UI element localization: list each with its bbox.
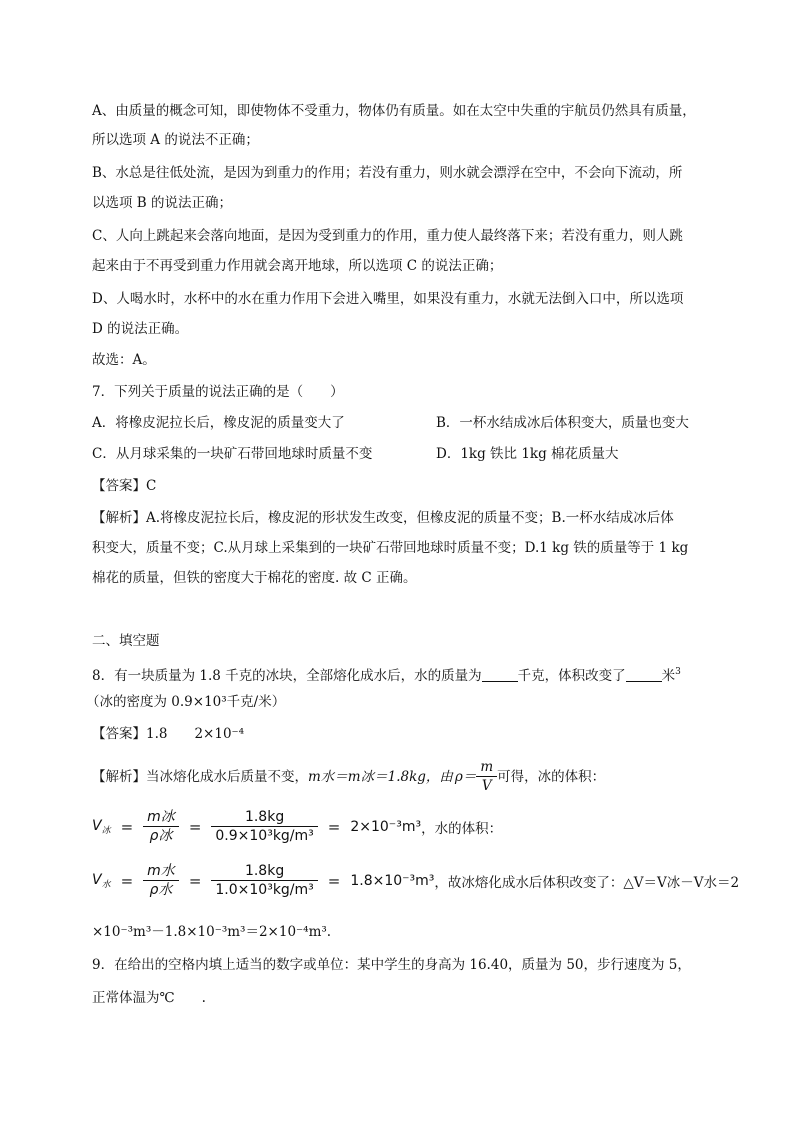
q7-analysis-1: [92, 508, 674, 528]
eq2-tail: ，故冰熔化成水后体积改变了：△V＝V冰－V水＝2: [434, 874, 740, 891]
q8-blank-2[interactable]: [626, 667, 662, 682]
q8-stem-a: 8．有一块质量为 1.8 千克的冰块，全部熔化成水后，水的质量为: [92, 668, 482, 684]
analysis-line-c2: 起来由于不再受到重力作用就会离开地球，所以选项 C 的说法正确；: [92, 258, 503, 274]
equation-ice-volume: $V_冰$ = $\frac{\text{m冰}}{\text{ρ冰}}$ = $\frac{1.8kg}{\text{0.9×10³kg/m³}}$ = 2×10⁻³m³ ，水的体积：: [92, 809, 503, 844]
q8-analysis-a: 当冰熔化成水后质量不变，: [146, 768, 308, 785]
q7-option-a: A．将橡皮泥拉长后，橡皮泥的质量变大了: [92, 415, 345, 431]
q8-analysis-line: [92, 758, 605, 795]
analysis-line-b2: 以选项 B 的说法正确；: [92, 195, 233, 211]
q8-answer-value: 1.8 2×10⁻⁴: [146, 726, 245, 742]
q9-line-2: 正常体温为℃ .: [92, 990, 206, 1006]
eq2-fraction-symbolic: $\frac{\text{m水}}{\text{ρ水}}$: [143, 862, 179, 899]
eq2-fraction-values: $\frac{1.8kg}{\text{1.0×10³kg/m³}}$: [211, 862, 317, 899]
density-fraction: [476, 758, 497, 795]
q8-answer: [92, 724, 244, 744]
q7-option-c: C．从月球采集的一块矿石带回地球时质量不变: [92, 446, 373, 462]
fraction-denominator: V: [481, 778, 492, 794]
analysis-line-a1: A、由质量的概念可知，即使物体不受重力，物体仍有质量。如在太空中失重的宇航员仍然具有质量，: [92, 103, 696, 119]
eq2-lhs: $V_水$: [92, 871, 111, 890]
q8-note: （冰的密度为 0.9×10³千克/米）: [86, 694, 286, 710]
section-title: 二、填空题: [92, 633, 160, 649]
eq2-result: 1.8×10⁻³m³: [350, 872, 435, 889]
q8-stem-c-sup: 3: [675, 667, 681, 677]
equation-water-volume: $V_水$ = $\frac{\text{m水}}{\text{ρ水}}$ = $\frac{1.8kg}{\text{1.0×10³kg/m³}}$ = 1.8×10⁻³m³ ，故冰熔化成水后体积改变了：△V＝V冰－V水＝2: [92, 863, 740, 898]
q8-analysis-label: 【解析】: [92, 768, 146, 785]
q8-blank-1[interactable]: [482, 667, 518, 682]
q7-answer-value: C: [146, 478, 157, 494]
q8-answer-label: 【答案】: [92, 726, 146, 742]
q7-analysis-label: 【解析】: [92, 510, 146, 526]
q7-analysis-3: 棉花的质量，但铁的密度大于棉花的密度. 故 C 正确。: [92, 570, 417, 586]
q7-answer: [92, 476, 156, 496]
eq1-fraction-symbolic: $\frac{\text{m冰}}{\text{ρ冰}}$: [143, 808, 179, 845]
eq1-fraction-values: $\frac{1.8kg}{\text{0.9×10³kg/m³}}$: [211, 808, 317, 845]
analysis-line-c1: C、人向上跳起来会落向地面，是因为受到重力的作用，重力使人最终落下来；若没有重力，则人跳: [92, 228, 683, 244]
eq1-tail: ，水的体积：: [421, 820, 503, 837]
q8-stem-b: 千克，体积改变了: [517, 668, 626, 684]
q8-analysis-b: 可得，冰的体积：: [497, 768, 606, 785]
analysis-line-a2: 所以选项 A 的说法不正确；: [92, 132, 259, 148]
q7-answer-label: 【答案】: [92, 478, 146, 494]
choice-line: 故选：A。: [92, 352, 156, 368]
analysis-line-d2: D 的说法正确。: [92, 321, 189, 337]
q8-stem: [92, 662, 681, 686]
analysis-line-d1: D、人喝水时，水杯中的水在重力作用下会进入嘴里，如果没有重力，水就无法倒入口中，所以选项: [92, 291, 684, 307]
q7-analysis-text-1: A.将橡皮泥拉长后，橡皮泥的形状发生改变，但橡皮泥的质量不变；B.一杯水结成冰后体: [146, 510, 674, 526]
eq1-lhs: $V_冰$: [92, 817, 111, 836]
q9-line-1: 9．在给出的空格内填上适当的数字或单位：某中学生的身高为 16.40，质量为 50，步行速度为 5，: [92, 957, 691, 973]
eq1-result: 2×10⁻³m³: [350, 818, 422, 835]
q7-option-b: B．一杯水结成冰后体积变大，质量也变大: [436, 415, 689, 431]
q8-stem-c: 米: [661, 668, 676, 684]
rho-symbol: ρ＝: [454, 768, 477, 785]
q7-option-d: D．1kg 铁比 1kg 棉花质量大: [436, 446, 619, 462]
q7-stem: 7．下列关于质量的说法正确的是（ ）: [92, 384, 344, 400]
analysis-line-b1: B、水总是往低处流，是因为到重力的作用；若没有重力，则水就会漂浮在空中，不会向下流动，所: [92, 165, 683, 181]
q7-analysis-2: 积变大，质量不变；C.从月球上采集到的一块矿石带回地球时质量不变；D.1 kg 铁的质量等于 1 kg: [92, 540, 689, 556]
q8-analysis-eq: m水＝m冰＝1.8kg，由: [308, 768, 453, 785]
fraction-numerator: m: [476, 758, 497, 777]
eq2-continuation: ×10⁻³m³－1.8×10⁻³m³＝2×10⁻⁴m³.: [92, 924, 332, 940]
